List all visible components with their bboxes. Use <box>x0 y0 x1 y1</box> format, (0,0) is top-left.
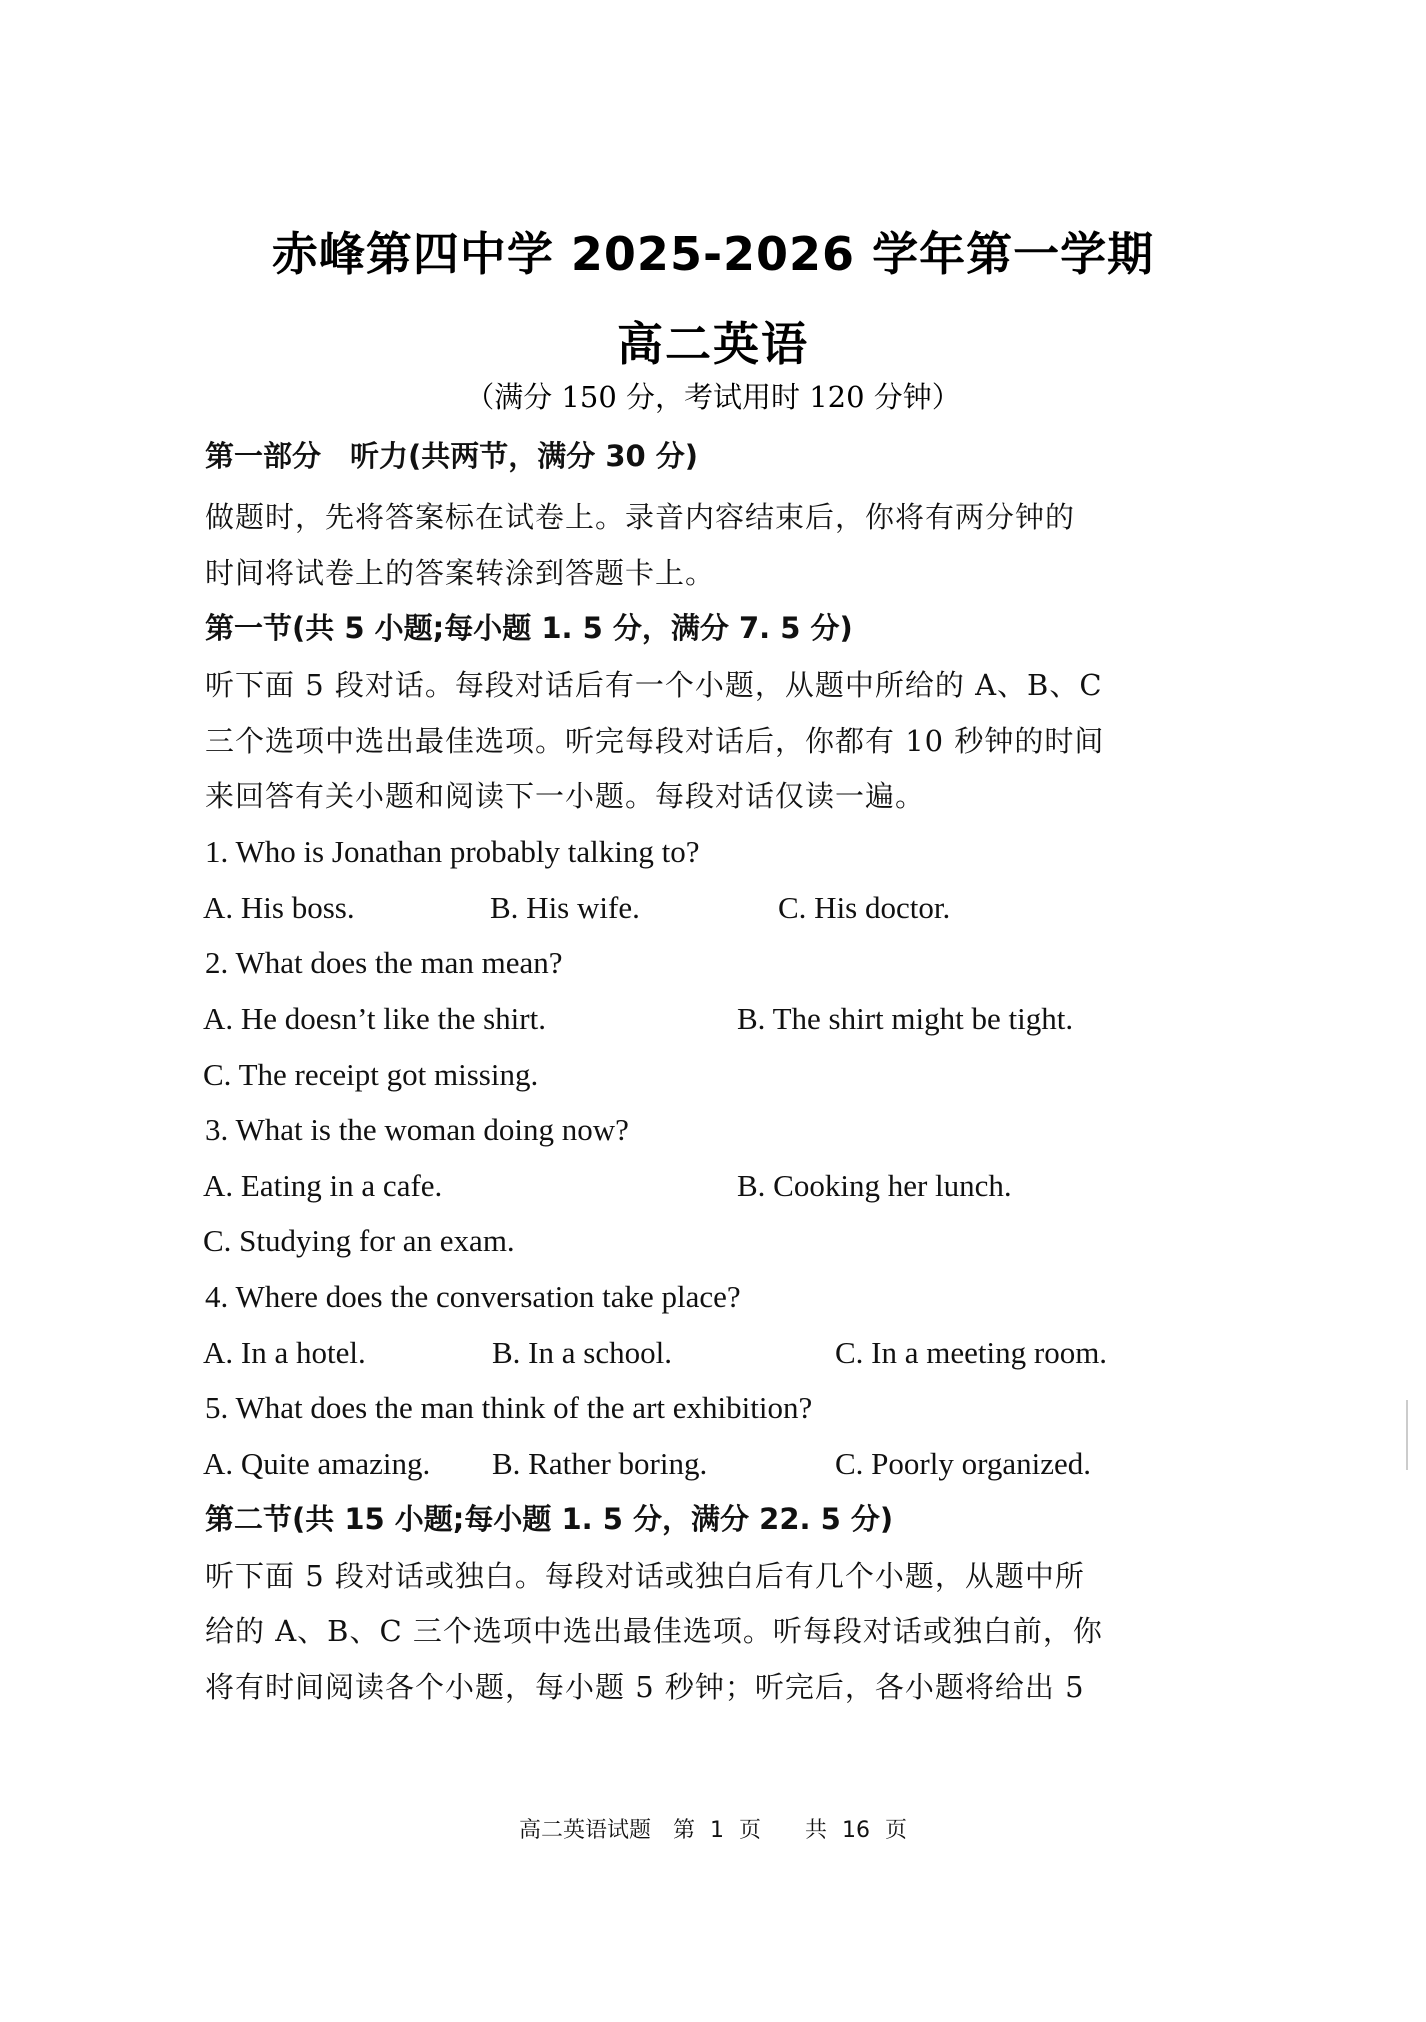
section1-intro-line1: 听下面 5 段对话。每段对话后有一个小题，从题中所给的 A、B、C <box>205 668 1103 702</box>
scan-edge-mark <box>1406 1400 1408 1470</box>
section1-intro-line3: 来回答有关小题和阅读下一小题。每段对话仅读一遍。 <box>205 779 926 813</box>
question-4: 4. Where does the conversation take place? <box>205 1279 741 1314</box>
q1-option-a: A. His boss. <box>203 890 355 925</box>
q1-option-c: C. His doctor. <box>778 890 951 925</box>
section2-heading: 第二节(共 15 小题;每小题 1. 5 分，满分 22. 5 分) <box>205 1502 894 1536</box>
q3-option-b: B. Cooking her lunch. <box>737 1168 1012 1203</box>
part1-intro-line2: 时间将试卷上的答案转涂到答题卡上。 <box>205 556 716 590</box>
section2-intro-line1: 听下面 5 段对话或独白。每段对话或独白后有几个小题，从题中所 <box>205 1559 1085 1593</box>
q3-option-c: C. Studying for an exam. <box>203 1223 515 1258</box>
part1-heading: 第一部分 听力(共两节，满分 30 分) <box>205 439 699 473</box>
q2-option-b: B. The shirt might be tight. <box>737 1001 1074 1036</box>
q2-option-c: C. The receipt got missing. <box>203 1057 539 1092</box>
q4-option-a: A. In a hotel. <box>203 1335 366 1370</box>
section2-intro-line3: 将有时间阅读各个小题，每小题 5 秒钟；听完后，各小题将给出 5 <box>205 1670 1085 1704</box>
part1-intro-line1: 做题时，先将答案标在试卷上。录音内容结束后，你将有两分钟的 <box>205 500 1076 534</box>
exam-info: （满分 150 分，考试用时 120 分钟） <box>465 380 961 414</box>
q4-option-c: C. In a meeting room. <box>835 1335 1108 1370</box>
section1-heading: 第一节(共 5 小题;每小题 1. 5 分，满分 7. 5 分) <box>205 611 853 645</box>
question-2: 2. What does the man mean? <box>205 945 563 980</box>
q5-option-c: C. Poorly organized. <box>835 1446 1092 1481</box>
q2-option-a: A. He doesn’t like the shirt. <box>203 1001 546 1036</box>
section1-intro-line2: 三个选项中选出最佳选项。听完每段对话后，你都有 10 秒钟的时间 <box>205 724 1105 758</box>
q3-option-a: A. Eating in a cafe. <box>203 1168 443 1203</box>
question-5: 5. What does the man think of the art exhibition? <box>205 1390 813 1425</box>
section2-intro-line2: 给的 A、B、C 三个选项中选出最佳选项。听每段对话或独白前，你 <box>205 1614 1103 1648</box>
exam-subject: 高二英语 <box>617 317 809 371</box>
question-3: 3. What is the woman doing now? <box>205 1112 629 1147</box>
page-footer: 高二英语试题 第 1 页 共 16 页 <box>519 1818 907 1843</box>
q5-option-b: B. Rather boring. <box>492 1446 708 1481</box>
q1-option-b: B. His wife. <box>490 890 640 925</box>
q4-option-b: B. In a school. <box>492 1335 672 1370</box>
exam-title: 赤峰第四中学 2025-2026 学年第一学期 <box>271 227 1155 281</box>
q5-option-a: A. Quite amazing. <box>203 1446 431 1481</box>
question-1: 1. Who is Jonathan probably talking to? <box>205 834 700 869</box>
